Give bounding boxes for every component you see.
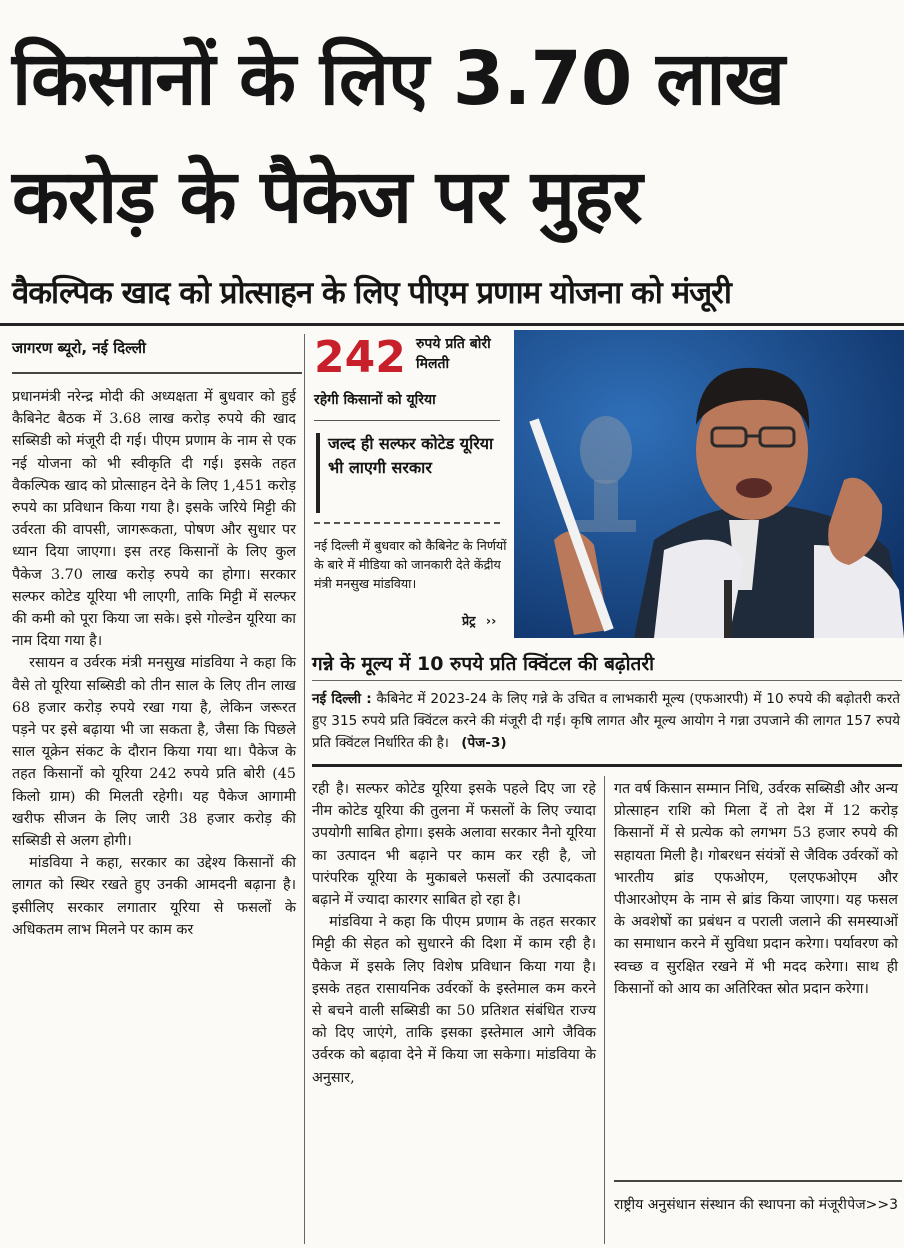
article-column-1 xyxy=(12,386,296,941)
article-paragraph: मांडविया ने कहा कि पीएम प्रणाम के तहत सरकार मिट्टी की सेहत को सुधारने की दिशा में काम रही है। पैकेज में इसके लिए विशेष प्रविधान किया गया है। इसके तहत रासायनिक उर्वरकों के इस्तेमाल कम करने से बचने वाली सब्सिडी का 50 प्रतिशत संबंधित राज्य को दिए जाएंगे, ताकि इसका इस्तेमाल आगे जैविक उर्वरक को बढ़ावा देने में किया जा सकेगा। मांडविया के अनुसार, xyxy=(312,914,596,1086)
sugarcane-box-text xyxy=(312,688,900,754)
sugarcane-dateline: नई दिल्ली : xyxy=(312,691,372,707)
highlight-number: 242 xyxy=(314,332,406,383)
headline: किसानों के लिए 3.70 लाख करोड़ के पैकेज पर मुहर xyxy=(12,36,785,240)
article-paragraph: मांडविया ने कहा, सरकार का उद्देश्य किसानों की लागत को स्थिर रखते हुए उनकी आमदनी बढ़ाना है। इसीलिए सरकार लगातार यूरिया से फसलों के अधिकतम लाभ मिलने पर काम कर xyxy=(12,855,296,938)
column-divider xyxy=(604,776,605,1244)
highlight-rule xyxy=(314,420,500,421)
photo-credit xyxy=(462,612,496,629)
minister-photo-illustration xyxy=(514,330,904,638)
bottom-teaser xyxy=(614,1194,898,1216)
highlight-text: रुपये प्रति बोरी मिलती xyxy=(416,336,491,372)
sugarcane-box-title: गन्ने के मूल्य में 10 रुपये प्रति क्विंटल की बढ़ोतरी xyxy=(312,653,655,675)
photo-credit-text: प्रेट्र xyxy=(462,613,476,628)
article-paragraph: रही है। सल्फर कोटेड यूरिया इसके पहले दिए जा रहे नीम कोटेड यूरिया की तुलना में फसलों के लिए ज्यादा उपयोगी साबित होगा। इसके अलावा सरकार नैनो यूरिया का उत्पादन भी बढ़ाने पर काम कर रही है, जो पारंपरिक यूरिया के मुकाबले फसलों की उत्पादकता बढ़ाने में ज्यादा कारगर साबित हो रहा है। xyxy=(312,781,596,909)
byline: जागरण ब्यूरो, नई दिल्ली xyxy=(12,339,146,357)
bottom-teaser-text: राष्ट्रीय अनुसंधान संस्थान की स्थापना को मंजूरी xyxy=(614,1197,847,1213)
article-column-2 xyxy=(312,778,596,1089)
quote-bar xyxy=(316,433,320,513)
pull-quote: जल्द ही सल्फर कोटेड यूरिया भी लाएगी सरकार xyxy=(328,434,494,477)
article-paragraph: गत वर्ष किसान सम्मान निधि, उर्वरक सब्सिडी और अन्य प्रोत्साहन राशि को मिला दें तो देश में 12 करोड़ किसानों में से प्रत्येक को लगभग 53 हजार रुपये की सहायता मिली है। गोबरधन संयंत्रों से जैविक उर्वरकों को भारतीय ब्रांड एफओएम, एलएफओएम और पीआरओएम के नाम से ब्रांड किया जाएगा। यह फसल के अवशेषों का प्रबंधन व पराली जलाने की समस्याओं का समाधान करने में सुविधा प्रदान करेगा। पर्यावरण को स्वच्छ व सुरक्षित रखने में भी मदद करेगा। साथ ही किसानों को आय का अतिरिक्त स्रोत प्रदान करेगा। xyxy=(614,781,898,997)
bottom-page-ref: पेज>>3 xyxy=(847,1197,898,1213)
dashed-rule xyxy=(314,522,500,524)
photo-caption: नई दिल्ली में बुधवार को कैबिनेट के निर्णयों के बारे में मीडिया को जानकारी देते केंद्रीय मंत्री मनसुख मांडविया। xyxy=(314,538,507,591)
top-rule xyxy=(0,323,904,326)
subheadline: वैकल्पिक खाद को प्रोत्साहन के लिए पीएम प्रणाम योजना को मंजूरी xyxy=(12,275,731,311)
credit-arrow-icon: ›› xyxy=(485,613,497,628)
column-divider xyxy=(304,334,305,1244)
sugarcane-body: कैबिनेट में 2023-24 के लिए गन्ने के उचित व लाभकारी मूल्य (एफआरपी) में 10 रुपये की बढ़ोतरी करते हुए 315 रुपये प्रति क्विंटल करने की मंजूरी दी गई। कृषि लागत और मूल्य आयोग ने गन्ना उपजाने की लागत 157 रुपये प्रति क्विंटल निर्धारित की है। xyxy=(312,691,901,751)
highlight-text-2: रहेगी किसानों को यूरिया xyxy=(314,392,436,408)
news-photo xyxy=(514,330,904,638)
sugarcane-box-bottom-rule xyxy=(312,764,902,767)
byline-rule xyxy=(12,372,302,374)
article-paragraph: प्रधानमंत्री नरेन्द्र मोदी की अध्यक्षता में बुधवार को हुई कैबिनेट बैठक में 3.68 लाख करोड़ रुपये की खाद सब्सिडी को मंजूरी दी गई। पीएम प्रणाम के नाम से एक नई योजना को भी स्वीकृति दी गई। इसके तहत वैकल्पिक खाद को प्रोत्साहन देने के लिए 1,451 करोड़ रुपये का प्रविधान किया गया है। इसके जरिये मिट्टी की उर्वरता की वापसी, जागरूकता, पोषण और सुधार पर ध्यान दिया जाएगा। इस तरह किसानों के लिए कुल पैकेज 3.70 लाख करोड़ रुपये का होगा। सरकार सल्फर कोटेड यूरिया भी लाएगी, ताकि मिट्टी में सल्फर की कमी को पूरा किया जा सके। इसे गोल्डेन यूरिया का नाम दिया गया है। xyxy=(12,389,296,650)
article-paragraph: रसायन व उर्वरक मंत्री मनसुख मांडविया ने कहा कि वैसे तो यूरिया सब्सिडी को तीन साल के लिए तीन लाख 68 हजार करोड़ रुपये रखा गया है, लेकिन जरूरत पड़ने पर इसे बढ़ाया भी जा सकता है, जैसा कि पिछले साल यूक्रेन संकट के दौरान किया गया था। पैकेज के तहत किसानों को यूरिया 242 रुपये प्रति बोरी (45 किलो ग्राम) की मिलती रहेगी। यह पैकेज आगामी खरीफ सीजन के लिए जारी 38 हजार करोड़ की सब्सिडी से अलग होगी। xyxy=(12,655,296,850)
article-column-3 xyxy=(614,778,898,1000)
sugarcane-page-ref: (पेज-3) xyxy=(461,735,507,751)
sugarcane-box-rule xyxy=(312,680,902,681)
teaser-rule xyxy=(614,1180,902,1182)
